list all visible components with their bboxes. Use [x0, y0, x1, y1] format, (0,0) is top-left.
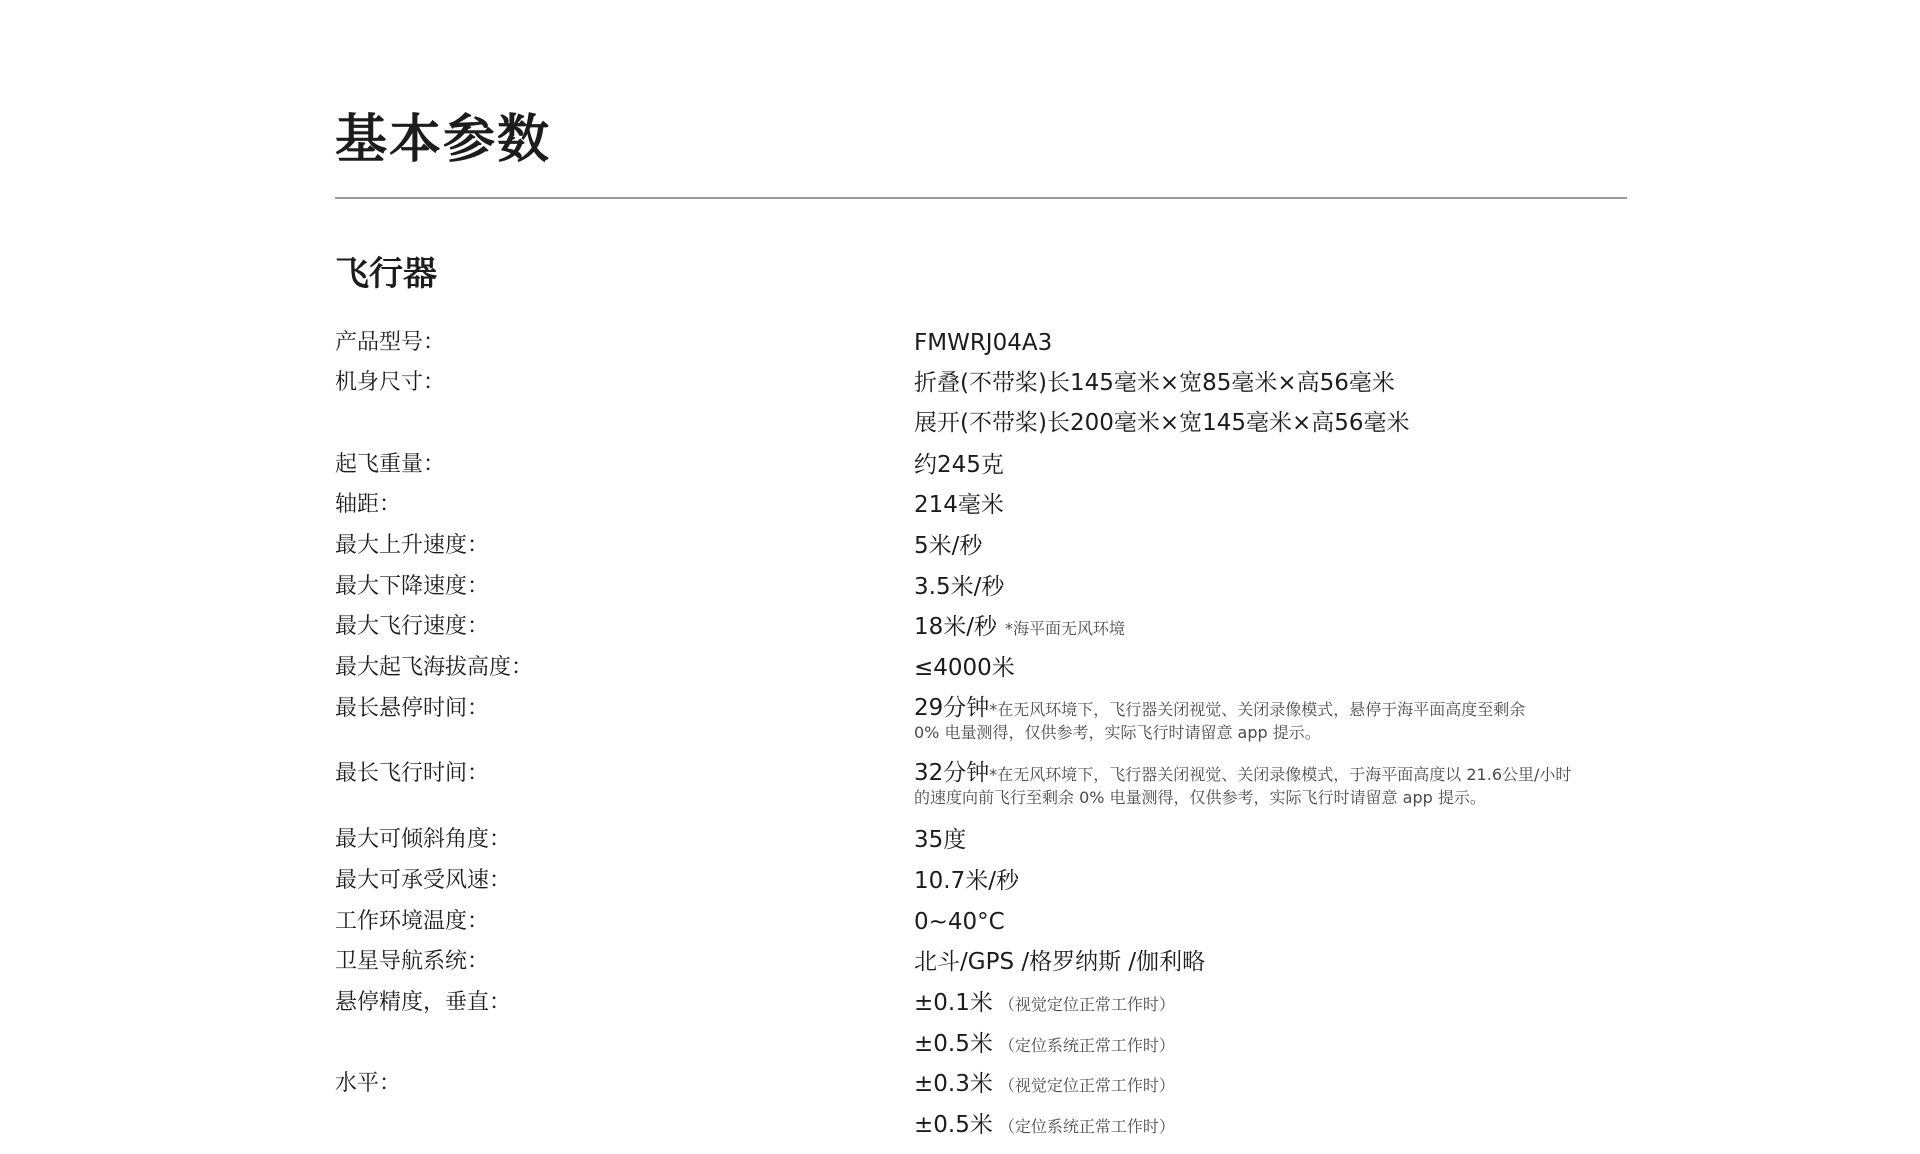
- spec-value: 32分钟: [914, 760, 990, 786]
- spec-label: 最长飞行时间：: [335, 761, 490, 786]
- spec-value-group: [914, 1029, 1175, 1061]
- spec-footnote: （定位系统正常工作时）: [998, 1036, 1175, 1055]
- spec-value: 35度: [914, 827, 967, 853]
- spec-value: ±0.5米: [914, 1112, 993, 1138]
- spec-value-group: [914, 694, 1634, 744]
- spec-value: 约245克: [914, 452, 1004, 478]
- spec-footnote: （定位系统正常工作时）: [998, 1117, 1175, 1136]
- spec-value: 10.7米/秒: [914, 868, 1019, 894]
- spec-footnote-line2: 0% 电量测得，仅供参考，实际飞行时请留意 app 提示。: [914, 723, 1321, 742]
- spec-label: 悬停精度，垂直：: [335, 990, 512, 1015]
- spec-label: 最大上升速度：: [335, 533, 490, 558]
- spec-footnote: （视觉定位正常工作时）: [998, 1076, 1175, 1095]
- section-title: 飞行器: [335, 254, 437, 294]
- spec-value-group: [914, 759, 1634, 809]
- spec-value: 18米/秒: [914, 614, 998, 640]
- spec-label: 起飞重量：: [335, 452, 446, 477]
- spec-label: 机身尺寸：: [335, 370, 446, 395]
- spec-label: 最大飞行速度：: [335, 614, 490, 639]
- spec-value: 北斗/GPS /格罗纳斯 /伽利略: [914, 949, 1206, 975]
- spec-label: 最大起飞海拔高度：: [335, 655, 534, 680]
- spec-value: 0~40°C: [914, 909, 1005, 935]
- spec-value-unfolded: 展开(不带桨)长200毫米×宽145毫米×高56毫米: [914, 410, 1410, 436]
- spec-label: 工作环境温度：: [335, 909, 490, 934]
- spec-value-group: [914, 1110, 1175, 1142]
- spec-label: 轴距：: [335, 492, 402, 517]
- spec-label: 最大下降速度：: [335, 574, 490, 599]
- spec-label: 最大可承受风速：: [335, 868, 512, 893]
- page-title: 基本参数: [335, 110, 552, 170]
- spec-footnote-line2: 的速度向前飞行至剩余 0% 电量测得，仅供参考，实际飞行时请留意 app 提示。: [914, 788, 1486, 807]
- spec-value: FMWRJ04A3: [914, 330, 1053, 356]
- title-divider: [335, 197, 1627, 199]
- spec-value-group: [914, 988, 1175, 1020]
- spec-value: 5米/秒: [914, 533, 983, 559]
- spec-value-folded: 折叠(不带桨)长145毫米×宽85毫米×高56毫米: [914, 370, 1395, 396]
- spec-value: 29分钟: [914, 695, 990, 721]
- spec-value: ±0.5米: [914, 1031, 993, 1057]
- spec-footnote-line1: *在无风环境下，飞行器关闭视觉、关闭录像模式，于海平面高度以 21.6公里/小时: [989, 765, 1572, 784]
- spec-value: 214毫米: [914, 492, 1004, 518]
- spec-value: ±0.1米: [914, 990, 993, 1016]
- spec-footnote-line1: *在无风环境下，飞行器关闭视觉、关闭录像模式，悬停于海平面高度至剩余: [989, 700, 1526, 719]
- spec-value-group: [914, 612, 1125, 644]
- spec-value: ≤4000米: [914, 655, 1015, 681]
- spec-label: 水平：: [335, 1071, 402, 1096]
- spec-label: 最长悬停时间：: [335, 696, 490, 721]
- spec-label: 最大可倾斜角度：: [335, 827, 512, 852]
- spec-value: 3.5米/秒: [914, 574, 1005, 600]
- spec-value: ±0.3米: [914, 1071, 993, 1097]
- spec-value-group: [914, 1069, 1175, 1101]
- spec-footnote: *海平面无风环境: [1005, 619, 1126, 638]
- spec-label: 卫星导航系统：: [335, 949, 490, 974]
- spec-label: 产品型号：: [335, 330, 446, 355]
- spec-footnote: （视觉定位正常工作时）: [998, 995, 1175, 1014]
